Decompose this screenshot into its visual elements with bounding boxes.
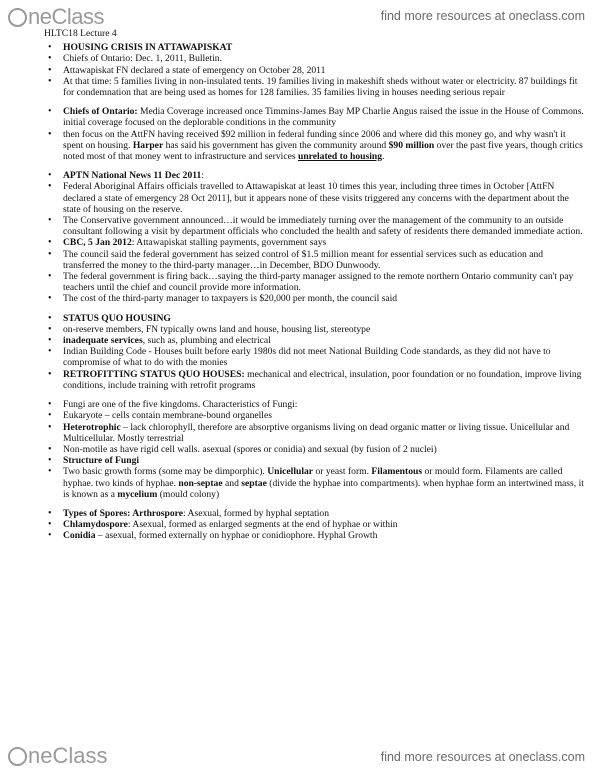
list-item: • Heterotrophic – lack chlorophyll, therefore are absorptive organisms living on dead organic matter or living tissue. Unicellular and Multicellular. Mostly terrestrial (44, 422, 584, 444)
list-item: • Attawapiskat FN declared a state of emergency on October 28, 2011 (44, 65, 584, 76)
list-item: • At that time: 5 families living in non-insulated tents. 19 families living in makeshift sheds without water or electricity. 87 buildings fit for condemnation that are being used as homes for 128 families. 35 families living in houses needing serious repair (44, 76, 584, 98)
section-fungi (44, 399, 584, 500)
document-body (44, 28, 584, 542)
list-item: • Chiefs of Ontario: Media Coverage increased once Timmins-James Bay MP Charlie Angus raised the issue in the House of Commons. initial coverage focused on the deplorable conditions in the community (44, 106, 584, 128)
list-item: • The cost of the third-party manager to taxpayers is $20,000 per month, the council said (44, 293, 584, 304)
list-item: • Non-motile as have rigid cell walls. asexual (spores or conidia) and sexual (by fusion of 2 nuclei) (44, 444, 584, 455)
logo-text: neClass (28, 4, 104, 29)
section-aptn-news (44, 170, 584, 304)
list-item: • Structure of Fungi (44, 455, 584, 466)
list-item: • HOUSING CRISIS IN ATTAWAPISKAT (44, 42, 584, 53)
list-item: • Indian Building Code - Houses built before early 1980s did not meet National Building Code standards, as they did not have to compromise of what to do with the monies (44, 346, 584, 368)
list-item: • RETROFITTING STATUS QUO HOUSES: mechanical and electrical, insulation, poor foundation or no foundation, improve living conditions, include training with retrofit programs (44, 369, 584, 391)
list-item: • Two basic growth forms (some may be dimporphic). Unicellular or yeast form. Filamentous or mould form. Filaments are called hyphae. two kinds of hyphae. non-septae and septae (divide the hyphae into compartments). when hyphae form an intertwined mass, it is known as a mycelium (mould colony) (44, 466, 584, 500)
list-item: • The council said the federal government has seized control of $1.5 million meant for essential services such as education and transferred the money to the third-party manager…in December, BDO Dunwoody. (44, 249, 584, 271)
list-item: • Eukaryote – cells contain membrane-bound organelles (44, 410, 584, 421)
list-item: • STATUS QUO HOUSING (44, 313, 584, 324)
logo-o-icon (8, 8, 27, 27)
section-spores (44, 508, 584, 542)
list-item: • Fungi are one of the five kingdoms. Characteristics of Fungi: (44, 399, 584, 410)
list-item: • CBC, 5 Jan 2012: Attawapiskat stalling payments, government says (44, 237, 584, 248)
list-item: • Chlamydospore: Asexual, formed as enlarged segments at the end of hyphae or within (44, 519, 584, 530)
oneclass-logo[interactable] (8, 4, 104, 30)
list-item: • Conidia – asexual, formed externally on hyphae or conidiophore. Hyphal Growth (44, 530, 584, 541)
course-title: HLTC18 Lecture 4 (44, 28, 117, 39)
list-item: • Federal Aboriginal Affairs officials travelled to Attawapiskat at least 10 times this year, including three times in October [AttFN declared a state of emergency 28 Oct 2011], but it appears none of these visits triggered any concerns with the department about the state of housing on the reserve. (44, 181, 584, 215)
list-item: • The Conservative government announced…it would be immediately turning over the management of the community to an outside consultant following a visit by department officials who concluded the health and safety of residents there demanded immediate action. (44, 215, 584, 237)
logo-o-icon (8, 747, 27, 766)
list-item: • Chiefs of Ontario: Dec. 1, 2011, Bulletin. (44, 53, 584, 64)
list-item: • inadequate services, such as, plumbing and electrical (44, 335, 584, 346)
logo-text: neClass (28, 743, 108, 768)
footer-promo-link[interactable]: find more resources at oneclass.com (380, 750, 585, 764)
footer-oneclass-logo[interactable] (8, 743, 107, 769)
section-housing-crisis (44, 42, 584, 98)
section-chiefs-of-ontario (44, 106, 584, 162)
list-item: • Types of Spores: Arthrospore: Asexual, formed by hyphal septation (44, 508, 584, 519)
section-status-quo-housing (44, 313, 584, 391)
list-item: • APTN National News 11 Dec 2011: (44, 170, 584, 181)
header-promo-link[interactable]: find more resources at oneclass.com (380, 9, 585, 23)
list-item: • then focus on the AttFN having received $92 million in federal funding since 2006 and where did this money go, and why wasn't it spent on housing. Harper has said his government has given the community around $90 million over the past five years, though critics noted most of that money went to infrastructure and services unrelated to housing. (44, 129, 584, 163)
list-item: • The federal government is firing back…saying the third-party manager assigned to the remote northern Ontario community can't pay teachers until the chief and council provide more information. (44, 271, 584, 293)
list-item: • on-reserve members, FN typically owns land and house, housing list, stereotype (44, 324, 584, 335)
